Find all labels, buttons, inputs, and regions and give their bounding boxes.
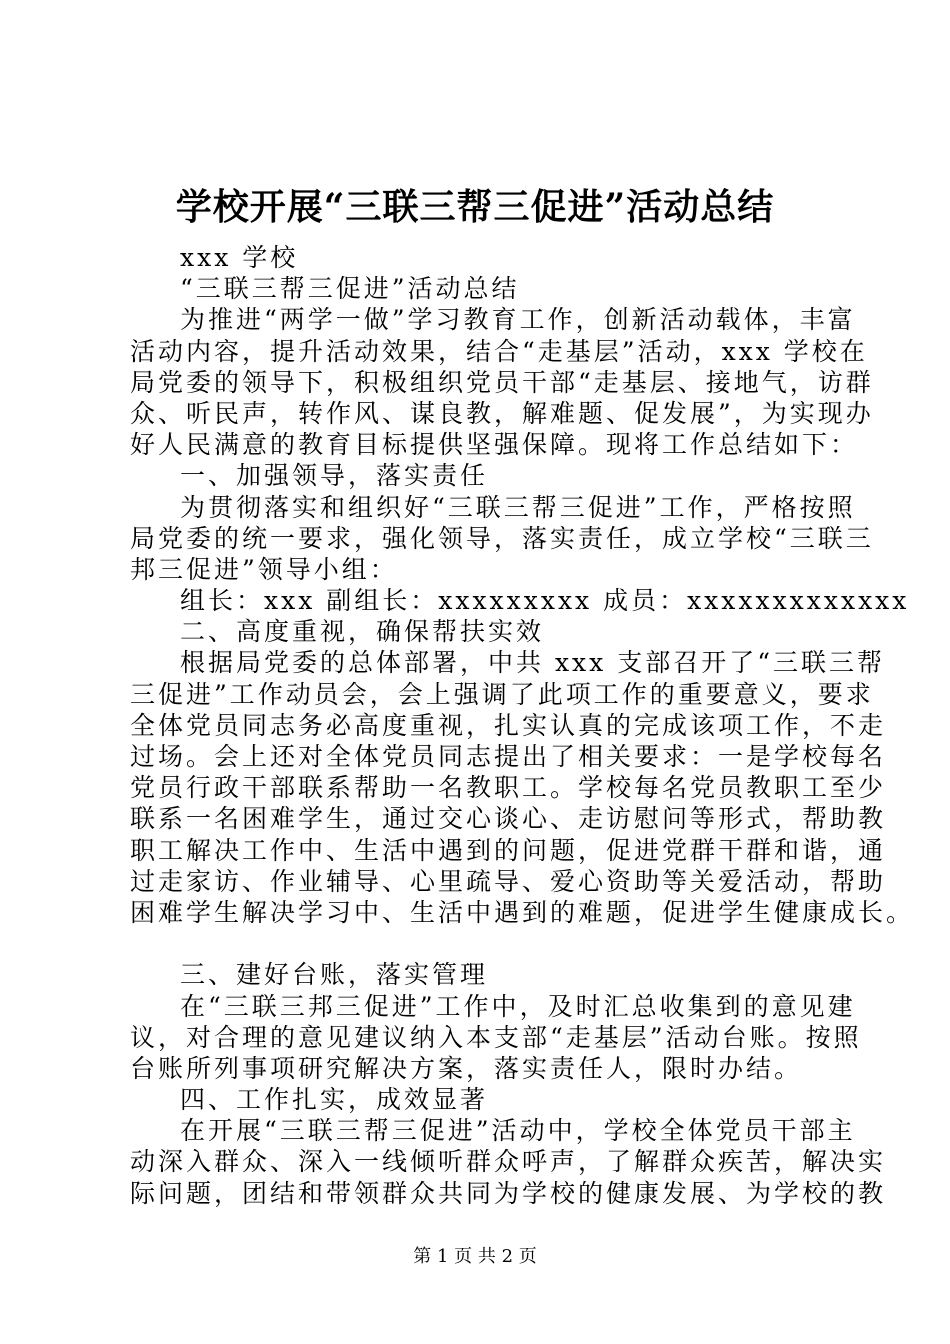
paragraph-line: 过场。会上还对全体党员同志提出了相关要求：一是学校每名 bbox=[130, 742, 887, 771]
paragraph-line: 好人民满意的教育目标提供坚强保障。现将工作总结如下： bbox=[130, 430, 859, 460]
paragraph-line: 为贯彻落实和组织好“三联三帮三促进”工作，严格按照 bbox=[180, 492, 856, 522]
page-footer: 第 1 页 共 2 页 bbox=[413, 1246, 537, 1267]
paragraph-line: 全体党员同志务必高度重视，扎实认真的完成该项工作，不走 bbox=[130, 710, 887, 740]
paragraph-line: 职工解决工作中、生活中遇到的问题，促进党群干群和谐，通 bbox=[130, 835, 887, 865]
paragraph-line: 党员行政干部联系帮助一名教职工。学校每名党员教职工至少 bbox=[130, 773, 887, 803]
paragraph-line: 众、听民声，转作风、谋良教，解难题、促发展”，为实现办 bbox=[130, 398, 874, 428]
section-heading-3: 三、建好台账，落实管理 bbox=[180, 960, 489, 990]
paragraph-line: 邦三促进”领导小组： bbox=[130, 554, 398, 584]
document-title: 学校开展“三联三帮三促进”活动总结 bbox=[175, 186, 775, 228]
paragraph-line: 动深入群众、深入一线倾听群众呼声，了解群众疾苦，解决实 bbox=[130, 1147, 887, 1177]
document-body bbox=[130, 242, 915, 1209]
paragraph-line: 际问题，团结和带领群众共同为学校的健康发展、为学校的教 bbox=[130, 1178, 887, 1208]
paragraph-line: 议，对合理的意见建议纳入本支部“走基层”活动台账。按照 bbox=[130, 1022, 862, 1052]
section-heading-2: 二、高度重视，确保帮扶实效 bbox=[180, 617, 545, 647]
paragraph-line: 联系一名困难学生，通过交心谈心、走访慰问等形式，帮助教 bbox=[130, 804, 887, 834]
paragraph-line: 台账所列事项研究解决方案，落实责任人，限时办结。 bbox=[130, 1053, 803, 1083]
paragraph-line: 困难学生解决学习中、生活中遇到的难题，促进学生健康成长。 bbox=[130, 897, 915, 927]
paragraph-line: 局党委的领导下，积极组织党员干部“走基层、接地气，访群 bbox=[130, 367, 874, 397]
leadership-group-line: 组长：xxx 副组长：xxxxxxxxx 成员：xxxxxxxxxxxxx bbox=[180, 586, 910, 616]
subtitle-line: “三联三帮三促进”活动总结 bbox=[180, 274, 520, 304]
paragraph-line: 在“三联三邦三促进”工作中，及时汇总收集到的意见建 bbox=[180, 991, 856, 1021]
paragraph-line: 活动内容，提升活动效果，结合“走基层”活动，xxx 学校在 bbox=[130, 336, 868, 366]
paragraph-line: 局党委的统一要求，强化领导，落实责任，成立学校“三联三 bbox=[130, 523, 874, 553]
paragraph-line: 根据局党委的总体部署，中共 xxx 支部召开了“三联三帮 bbox=[180, 648, 885, 678]
paragraph-line: 三促进”工作动员会，会上强调了此项工作的重要意义，要求 bbox=[130, 679, 874, 709]
section-heading-4: 四、工作扎实，成效显著 bbox=[180, 1085, 489, 1115]
blank-line bbox=[130, 928, 850, 959]
school-name-line: xxx 学校 bbox=[180, 243, 299, 272]
paragraph-line: 在开展“三联三帮三促进”活动中，学校全体党员干部主 bbox=[180, 1116, 856, 1146]
section-heading-1: 一、加强领导，落实责任 bbox=[180, 461, 489, 491]
paragraph-line: 为推进“两学一做”学习教育工作，创新活动载体，丰富 bbox=[180, 305, 856, 335]
paragraph-line: 过走家访、作业辅导、心里疏导、爱心资助等关爱活动，帮助 bbox=[130, 866, 887, 896]
